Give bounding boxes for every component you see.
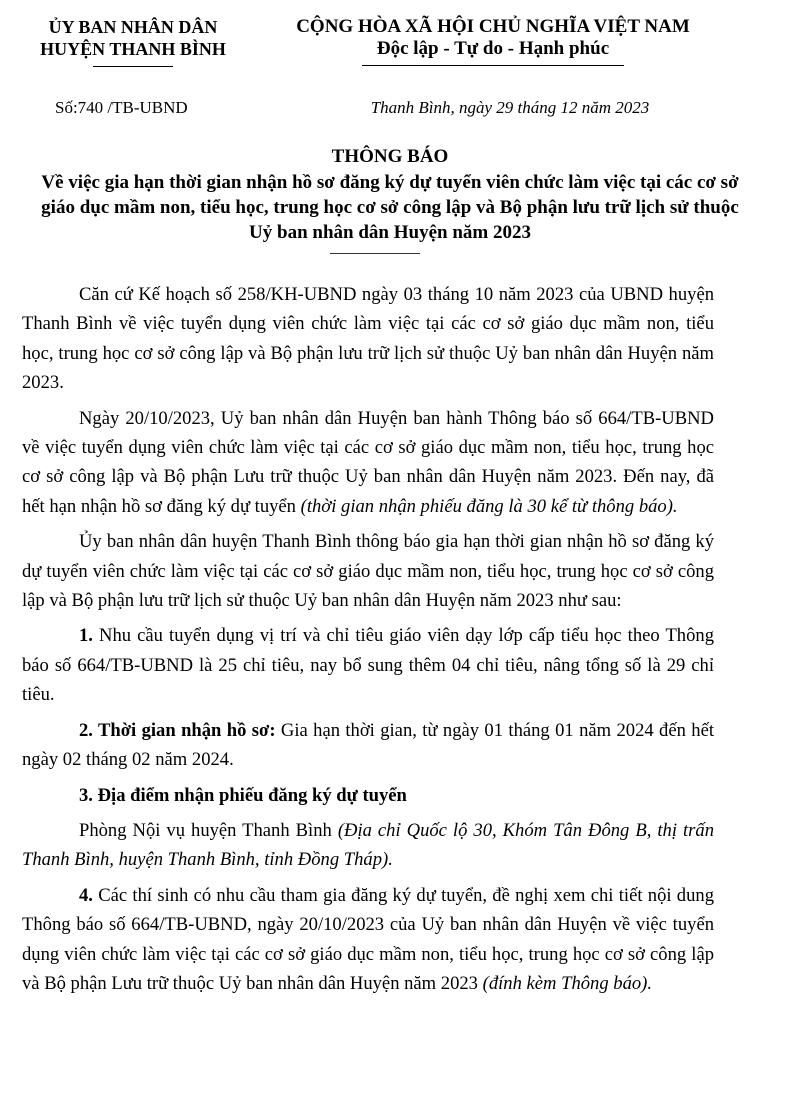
- item-1: [22, 621, 714, 709]
- motto-underline: [362, 65, 624, 66]
- item-3-text: Phòng Nội vụ huyện Thanh Bình: [79, 819, 338, 841]
- item-4: [22, 881, 714, 999]
- item-2: [22, 716, 714, 775]
- nation-motto: Độc lập - Tự do - Hạnh phúc: [376, 38, 610, 59]
- agency-name-line1: ỦY BAN NHÂN DÂN: [48, 17, 218, 37]
- item-3-heading: 3. Địa điểm nhận phiếu đăng ký dự tuyển: [79, 784, 407, 806]
- document-title: THÔNG BÁO: [331, 146, 449, 167]
- paragraph-announcement: Ủy ban nhân dân huyện Thanh Bình thông báo gia hạn thời gian nhận hồ sơ đăng ký dự tuyển viên chức làm việc tại các cơ sở giáo dục mầm non, tiểu học, trung học cơ sở công lập và Bộ phận lưu trữ lịch sử thuộc Uỷ ban nhân dân Huyện năm 2023 như sau:: [22, 531, 714, 612]
- item-4-number: 4.: [79, 884, 93, 906]
- document-place-date: Thanh Bình, ngày 29 tháng 12 năm 2023: [370, 98, 650, 117]
- background-note: (thời gian nhận phiếu đăng là 30 kể từ thông báo).: [300, 495, 678, 517]
- item-1-number: 1.: [79, 625, 93, 647]
- document-body: [22, 280, 714, 1004]
- item-2-text: Gia hạn thời gian, từ ngày 01 tháng 01 năm 2024 đến hết ngày 02 tháng 02 năm 2024.: [22, 719, 714, 771]
- paragraph-background: [22, 404, 714, 522]
- paragraph-legal-basis: Căn cứ Kế hoạch số 258/KH-UBND ngày 03 tháng 10 năm 2023 của UBND huyện Thanh Bình về việc tuyển dụng viên chức làm việc tại các cơ sở giáo dục mầm non, tiểu học, trung học cơ sở công lập và Bộ phận lưu trữ lịch sử thuộc Uỷ ban nhân dân Huyện năm 2023.: [22, 284, 714, 394]
- national-motto: [268, 16, 718, 66]
- item-3-address: (Địa chỉ Quốc lộ 30, Khóm Tân Đông B, thị trấn Thanh Bình, huyện Thanh Bình, tỉnh Đồng Tháp).: [22, 819, 714, 871]
- title-divider: [330, 253, 420, 254]
- document-subtitle: Về việc gia hạn thời gian nhận hồ sơ đăng ký dự tuyển viên chức làm việc tại các cơ sở giáo dục mầm non, tiểu học, trung học cơ sở công lập và Bộ phận lưu trữ lịch sử thuộc Uỷ ban nhân dân Huyện năm 2023: [41, 172, 739, 243]
- nation-name: CỘNG HÒA XÃ HỘI CHỦ NGHĨA VIỆT NAM: [296, 16, 690, 37]
- background-text: Ngày 20/10/2023, Uỷ ban nhân dân Huyện ban hành Thông báo số 664/TB-UBND về việc tuyển dụng viên chức làm việc tại các cơ sở giáo dục mầm non, tiểu học, trung học cơ sở công lập và Bộ phận Lưu trữ thuộc Uỷ ban nhân dân Huyện năm 2023. Đến nay, đã hết hạn nhận hồ sơ đăng ký dự tuyển: [22, 407, 714, 517]
- item-4-attachment-note: (đính kèm Thông báo).: [482, 972, 653, 994]
- agency-name-line2: HUYỆN THANH BÌNH: [40, 39, 226, 59]
- item-4-text: Các thí sinh có nhu cầu tham gia đăng ký dự tuyển, đề nghị xem chi tiết nội dung Thông báo số 664/TB-UBND, ngày 20/10/2023 của Uỷ ban nhân dân Huyện về việc tuyển dụng viên chức làm việc tại các cơ sở giáo dục mầm non, tiểu học, trung học cơ sở công lập và Bộ phận Lưu trữ thuộc Uỷ ban nhân dân Huyện năm 2023: [22, 884, 714, 994]
- agency-underline: [93, 66, 173, 67]
- item-3-body: [22, 816, 714, 875]
- item-1-text: Nhu cầu tuyển dụng vị trí và chỉ tiêu giáo viên dạy lớp cấp tiểu học theo Thông báo số 664/TB-UBND là 25 chỉ tiêu, nay bổ sung thêm 04 chỉ tiêu, nâng tổng số là 29 chỉ tiêu.: [22, 625, 714, 706]
- issuing-agency: [18, 16, 248, 67]
- item-2-heading: 2. Thời gian nhận hồ sơ:: [79, 719, 276, 741]
- document-number: Số:740 /TB-UBND: [55, 98, 188, 117]
